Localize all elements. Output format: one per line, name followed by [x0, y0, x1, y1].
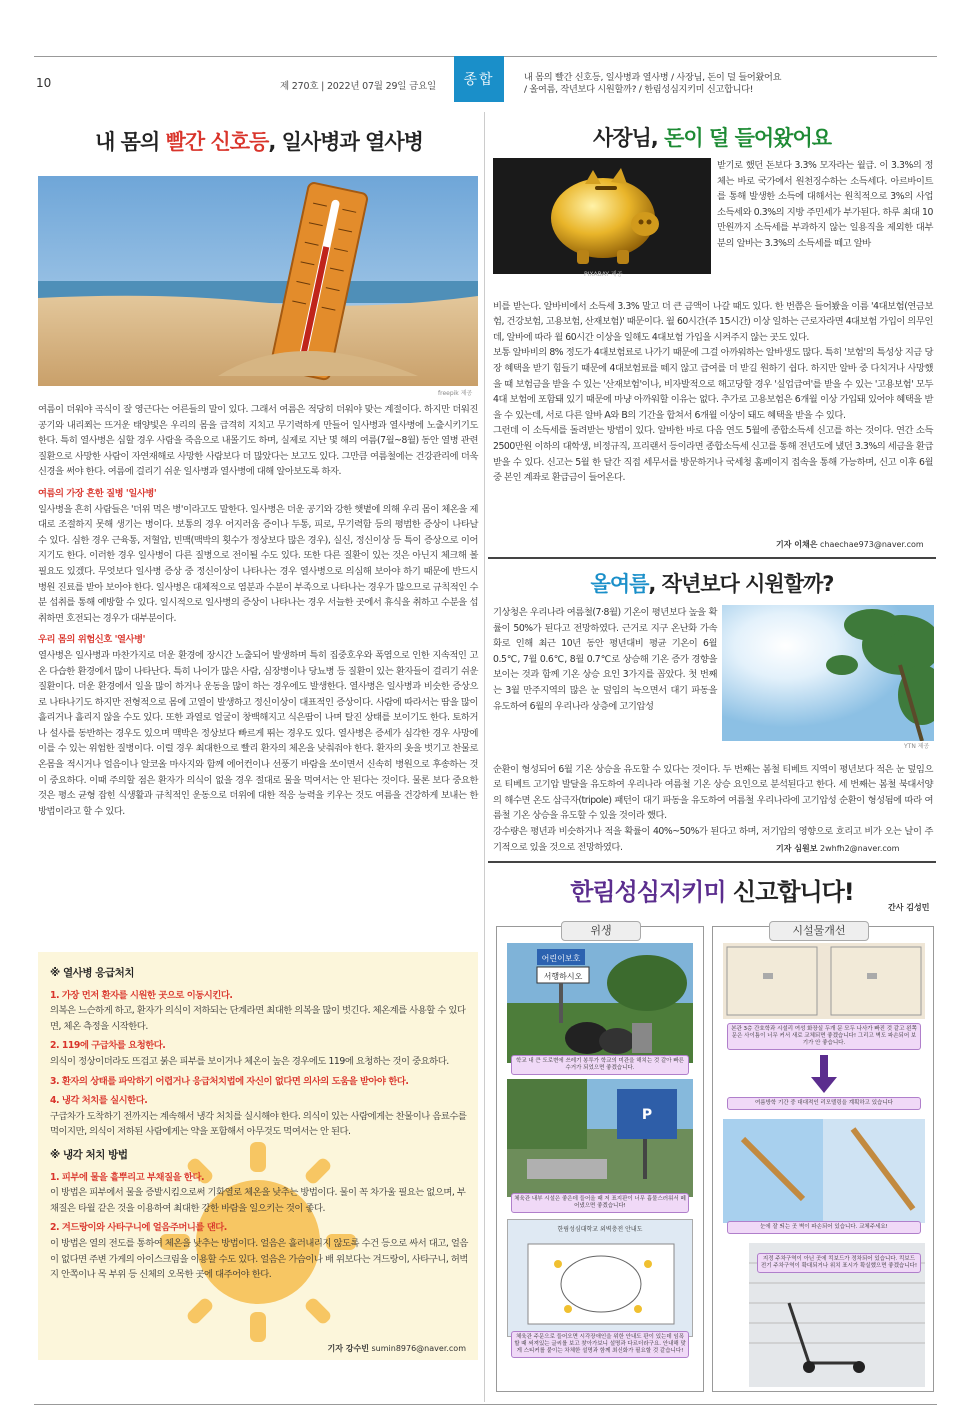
trash-photo [507, 943, 693, 1063]
section-tab: 종합 [454, 56, 504, 102]
report-bubble: 본관 3층 간호학과 시설리 여성 화장실 두개 문 모두 나사가 빠진 것 같고 왼쪽 문은 사이틈이 너무 커서 새로 교체되면 좋겠습니다! 그리고 벽도 파손되어 보기가 안 좋습니다. [727, 1023, 921, 1050]
title-accent: 돈이 덜 들어왔어요 [664, 126, 832, 150]
report-bubble: 학교 내 큰 도로변에 쓰레기 봉투가 학교의 미관을 해치는 것 같아 빠른 수거가 되었으면 좋겠습니다. [511, 1055, 689, 1075]
toc-line: / 올여름, 작년보다 시원할까? / 한림성심지키미 신고합니다! [524, 84, 754, 95]
article-title [38, 126, 480, 156]
paragraph: 열사병은 일사병과 마찬가지로 더운 환경에 장시간 노출되어 발생하며 특히 집중호우와 폭염으로 인한 지속적인 고온 다습한 환경에서 많이 나타난다. 특히 나이가 많은 사람, 심장병이나 당뇨병 등 질환이 있는 환자들이 걸리기 쉬운 질환이다. 더운 환경에서 일을 많이 하거나 운동을 많이 하는 경우에도 발생한다. 열사병은 일사병과 비슷한 증상으로 나타나기도 하지만 전형적으로 몸에 고열이 발생하고 정신이상이 대표적인 증상이다. 사람에 따라서는 땀을 많이 흘리거나 흘리지 않을 수도 있다. 또한 과열로 얼굴이 창백해지고 식은땀이 나며 탈진 상태를 보이기도 한다. 토하거나 설사를 동반하는 경우도 있으며 맥박은 정상보다 빠르게 뛰는 경우도 있다. 열사병은 증세가 심각한 경우 사망에 이를 수 있는 위험한 질병이다. 이럴 경우 최대한으로 빨리 환자의 체온을 낮춰줘야 한다. 환자의 옷을 벗기고 찬물로 온몸을 적시거나 얼음이나 알코올 마사지와 함께 에어컨이나 선풍기 바람을 쏘이면서 신속히 병원으로 후송하는 것이 중요하다. 이때 주의할 점은 환자가 의식이 없을 경우 절대로 물을 먹여서는 안 된다는 것이다. 물론 보다 중요한 것은 평소 균형 잡힌 식생활과 규칙적인 운동으로 더위에 대한 적응 능력을 키우는 것도 여름을 건강하게 보내는 한 방법이라고 할 수 있다. [38, 649, 478, 817]
paragraph: 비를 받는다. 알바비에서 소득세 3.3% 말고 더 큰 금액이 나갈 때도 있다. 한 번쯤은 들어봤을 이름 '4대보험(연금보험, 건강보험, 고용보험, 산재보험)' 때문이다. 월 60시간(주 15시간) 이상 일하는 근로자라면 4대보험 가입이 의무인데, 알바에 따라 월 60시간 이상을 일해도 4대보험 가입을 시켜주지 않는 곳도 있다. 보통 알바비의 8% 정도가 4대보험료로 나가기 때문에 그걸 아까워하는 알바생도 많다. 특히 '보험'의 특성상 지금 당장 혜택을 받기 힘들기 때문에 4대보험료를 떼지 않고 급여를 더 받길 원하기 쉽다. 하지만 알바 중 다치거나 사망했을 때 보험금을 받을 수 있는 '산재보험'이나, 비자발적으로 해고당할 경우 '실업급여'를 받을 수 있는 '고용보험' 모두 4대 보험에 포함돼 있기 때문에 마냥 아까워할 이유는 없다. 추가로 고용보험은 6개월 이상 가입돼 있어야 혜택을 받을 수 있는데, 서로 다른 알바 A와 B의 기간을 합쳐서 6개월 이상이 돼도 혜택을 받을 수 있다. 그런데 이 소득세를 돌려받는 방법이 있다. 알바한 바로 다음 연도 5월에 종합소득세 신고를 하는 것이다. 연간 소득 2500만원 이하의 대학생, 비정규직, 프리랜서 등이라면 종합소득세 신고를 통해 전년도에 냈던 3.3%의 세금을 환급받을 수 있다. 신고는 5월 한 달간 직접 세무서를 방문하거나 국세청 홈페이지 접속을 통해 가능하며, 신고 이후 6월 중 본인 계좌로 환급금이 들어온다. [493, 300, 933, 484]
first-aid-box [38, 952, 478, 1360]
article-body [717, 158, 933, 252]
byline-email: sumin8976@naver.com [371, 1344, 466, 1353]
title-accent: 빨간 신호등 [165, 130, 269, 154]
issue-info: 제 270호 | 2022년 07월 29일 금요일 [280, 81, 437, 92]
first-aid-text: 의식이 정상이더라도 뜨겁고 붉은 피부를 보이거나 체온이 높은 경우에도 119에 요청하는 것이 중요하다. [50, 1055, 449, 1067]
first-aid-step: 2. 겨드랑이와 사타구니에 얼음주머니를 댄다. [50, 1222, 227, 1234]
byline [776, 539, 924, 550]
first-aid-step: 1. 피부에 물을 흩뿌리고 부채질을 한다. [50, 1171, 205, 1183]
byline: 간사 김성민 [888, 903, 930, 912]
section-divider [488, 557, 936, 559]
report-bubble: 눈에 잘 띄는 곳 벽이 파손되어 있습니다. 교체주세요! [727, 1221, 921, 1234]
first-aid-step: 2. 119에 구급차를 요청한다. [50, 1040, 166, 1052]
article-body [493, 605, 717, 714]
first-aid-heading: ※ 열사병 응급처치 [50, 967, 135, 979]
hygiene-board [496, 926, 704, 1392]
report-bubble: 여름방학 기간 중 대대적인 리모델링을 계획하고 있습니다 [727, 1097, 921, 1110]
first-aid-step: 1. 가장 먼저 환자를 시원한 곳으로 이동시킨다. [50, 989, 233, 1001]
sign-text: 어린이보호 [541, 954, 581, 963]
photo-credit: PIXABAY 제공 [584, 271, 623, 278]
tag-facility: 시설물개선 [769, 921, 869, 941]
title-part: 내 몸의 [95, 130, 166, 154]
map-photo [507, 1219, 693, 1337]
paragraph: 받기로 했던 돈보다 3.3% 모자라는 월급. 이 3.3%의 정체는 바로 국가에서 원천징수하는 소득세다. 아르바이트를 통해 발생한 소득에 대해서는 원칙적으로 3%의 사업 소득세와 0.3%의 지방 주민세가 부가된다. 하루 최대 10만원까지 소득세를 부과하지 않는 일용직을 제외한 대부분의 알바는 3.3%의 소득세를 떼고 알바 [717, 160, 933, 249]
arrow-down-icon [809, 1055, 839, 1095]
sky-tree-photo [722, 605, 934, 741]
first-aid-text: 이 방법은 열의 전도를 통하여 체온을 낮추는 방법이다. 얼음은 흘러내리지 않도록 수건 등으로 싸서 대고, 얼음이 없다면 주변 가게의 아이스크림을 이용할 수도 있다. 얼음은 가슴이나 배 위보다는 겨드랑이, 사타구니, 허벅지 안쪽이나 목 부위 등 신체의 오목한 곳에 대주어야 한다. [50, 1237, 468, 1281]
report-bubble: 체육관 내부 시설은 좋은데 들어올 때 저 표지판이 너무 흉물스러워서 떼어냈으면 좋겠습니다! [511, 1193, 689, 1213]
title-part: 신고합니다! [725, 878, 854, 906]
byline-role: 기자 강수빈 [327, 1344, 369, 1353]
damaged-wall-photo [723, 1119, 925, 1223]
gym-sign-photo [507, 1079, 693, 1197]
title-accent: 올여름 [590, 572, 649, 596]
toc-line: 내 몸의 빨간 신호등, 일사병과 열사병 / 사장님, 돈이 덜 들어왔어요 [524, 72, 782, 83]
map-label: 한림성심대학교 외벽충전 안내도 [557, 1226, 643, 1233]
first-aid-heading: ※ 냉각 처치 방법 [50, 1148, 128, 1161]
subheading: 여름의 가장 흔한 질병 '일사병' [38, 487, 157, 499]
first-aid-text: 구급차가 도착하기 전까지는 계속해서 냉각 처치를 실시해야 한다. 의식이 있는 사람에게는 찬물이나 음료수를 먹이지만, 의식이 저하된 사람에게는 약을 포함해서 아무것도 먹여서는 안 된다. [50, 1110, 467, 1138]
article-body [493, 283, 933, 501]
header-toc [524, 72, 781, 96]
first-aid-step: 4. 냉각 처치를 실시한다. [50, 1095, 148, 1107]
page-header [34, 66, 937, 102]
article-title [488, 568, 936, 598]
byline-role: 기자 심원보 [776, 844, 818, 853]
byline-role: 기자 이채은 [776, 540, 818, 549]
first-aid-text: 이 방법은 피부에서 물을 증발시킴으로써 기화열로 체온을 낮추는 방법이다. 물이 꼭 차가울 필요는 없으며, 부채질은 타월 같은 것을 이용하여 최대한 강한 바람을 일으키는 것이 좋다. [50, 1187, 466, 1214]
photo-credit: freepik 제공 [438, 390, 473, 397]
report-bubble: 지정 주차구역이 아닌 곳에 킥보드가 정차되어 있습니다. 킥보드 전기 주차구역이 확대되거나 위치 표시가 확실했으면 좋겠습니다! [757, 1253, 921, 1273]
subheading: 우리 몸의 위험신호 '열사병' [38, 634, 145, 646]
paragraph: 기상청은 우리나라 여름철(7·8월) 기온이 평년보다 높을 확률이 50%가 된다고 전망하였다. 근거로 지구 온난화 가속화로 인해 최근 10년 동안 평년대비 평균 기온이 6월 0.5℃, 7월 0.6℃, 8월 0.7℃로 상승해 기온 증가 경향을 보이는 것과 함께 기온 상승 요인 3가지를 꼽았다. 첫 번째는 3월 만주지역의 많은 눈 덮임의 녹으면서 대기 파동을 유도하여 6월의 우리나라 상층에 고기압성 [493, 607, 717, 712]
title-part: 사장님, [592, 126, 665, 150]
paragraph: 여름이 더워야 곡식이 잘 영근다는 어른들의 말이 있다. 그래서 여름은 적당히 더워야 맞는 계절이다. 하지만 더워진 공기와 내리쬐는 뜨거운 태양빛은 우리의 몸을 급격히 지치고 무기력하게 만들어 일사병과 열사병에 노출시키기도 한다. 특히 열사병은 심할 경우 사람을 죽음으로 내몰기도 하며, 실제로 지난 몇 해의 여름(7월~8월) 동안 열병 관련 질환으로 사망한 사람이 자연재해로 사망한 사람보다 더 많았다는 보고도 있다. 그만큼 여름철에는 건강관리에 더욱 신경을 써야 한다. 여름에 걸리기 쉬운 일사병과 열사병에 대해 알아보도록 하자. [38, 404, 478, 478]
tag-hygiene: 위생 [561, 921, 641, 941]
paragraph: 순환이 형성되어 6월 기온 상승을 유도할 수 있다는 것이다. 두 번째는 봄철 티베트 지역이 평년보다 적은 눈 덮임으로 티베트 고기압 발달을 유도하여 우리나라 여름철 기온 상승 요인으로 분석된다고 한다. 세 번째는 봄철 북대서양의 해수면 온도 삼극자(tripole) 패턴이 대기 파동을 유도하여 여름철 우리나라에 고기압성 순환이 형성됨에 따라 여름철 기온 상승을 유도할 수 있을 것이라 했다. 강수량은 평년과 비슷하거나 적을 확률이 40%~50%가 된다고 하며, 저기압의 영향으로 흐리고 비가 오는 날이 주기적으로 있을 것으로 전망하였다. [493, 763, 933, 853]
report-bubble: 체육관 주문으로 들어오면 시각장애인을 위한 안내도 판이 있는데 임폭할 때 써져있는 글씨를 보고 찾아가보니 설명과 다르더라구요. 안내해 맞게 스티커를 붙이는 차체한 설명과 함께 최신화가 필요할 것 같습니다! [511, 1331, 689, 1358]
page-number: 10 [36, 76, 52, 90]
article-body [38, 402, 478, 819]
restroom-door-photo [723, 943, 925, 1019]
bottom-rule [34, 1404, 937, 1405]
article-title [488, 122, 936, 152]
photo-credit: YTN 제공 [904, 743, 930, 750]
byline [328, 1343, 466, 1354]
piggy-bank-photo [493, 158, 711, 274]
title-part: , 작년보다 시원할까? [648, 572, 834, 596]
title-part: , 일사병과 열사병 [268, 130, 423, 154]
sign-text: 서행하시오 [543, 972, 583, 981]
byline [776, 843, 899, 854]
title-accent: 한림성심지키미 [570, 878, 726, 906]
facility-board [712, 926, 934, 1392]
column-divider [484, 112, 485, 1402]
first-aid-step: 3. 환자의 상태를 파악하기 어렵거나 응급처치법에 자신이 없다면 의사의 도움을 받아야 한다. [50, 1075, 409, 1087]
svg-text:P: P [641, 1107, 653, 1123]
thermometer-photo [38, 176, 478, 386]
byline-email: 2whfh2@naver.com [819, 844, 900, 853]
paragraph: 일사병을 흔히 사람들은 '더위 먹은 병'이라고도 말한다. 일사병은 더운 공기와 강한 햇볕에 의해 우리 몸이 체온을 제대로 조절하지 못해 생기는 병이다. 보통의 경우 어지러움 증이나 두통, 피로, 무기력함 등의 평범한 증상이 나타날 수 있다. 심한 경우 근육통, 저혈압, 빈맥(맥박의 횟수가 정상보다 많은 경우), 실신, 정신이상 등 특이 증상으로 이어지기도 한다. 이러한 경우 일사병이 다른 질병으로 전이될 수도 있다. 또한 다른 질환이 있는 것은 아닌지 체크해 볼 필요도 있겠다. 무엇보다 일사병 증상 중 정신이상이 나타나는 경우 열사병으로 의심해 보아야 하기 때문에 반드시 병원 진료를 받아 보아야 한다. 일사병은 대체적으로 염분과 수분이 부족으로 나타나는 경우가 많으므로 규칙적인 수분 섭취를 통해 예방할 수 있다. 일시적으로 일사병의 증상이 나타나는 경우 서늘한 곳에서 휴식을 취하고 수분을 섭취하면 호전되는 경우가 대부분이다. [38, 503, 478, 624]
first-aid-text: 의복은 느슨하게 하고, 환자가 의식이 저하되는 단계라면 최대한 의복을 많이 벗긴다. 체온계를 사용할 수 있다면, 체온 측정을 시작한다. [50, 1005, 466, 1032]
first-aid-content [50, 962, 468, 1283]
byline-email: chaechae973@naver.com [819, 540, 924, 549]
section-divider [488, 861, 936, 863]
article-title [488, 872, 936, 907]
